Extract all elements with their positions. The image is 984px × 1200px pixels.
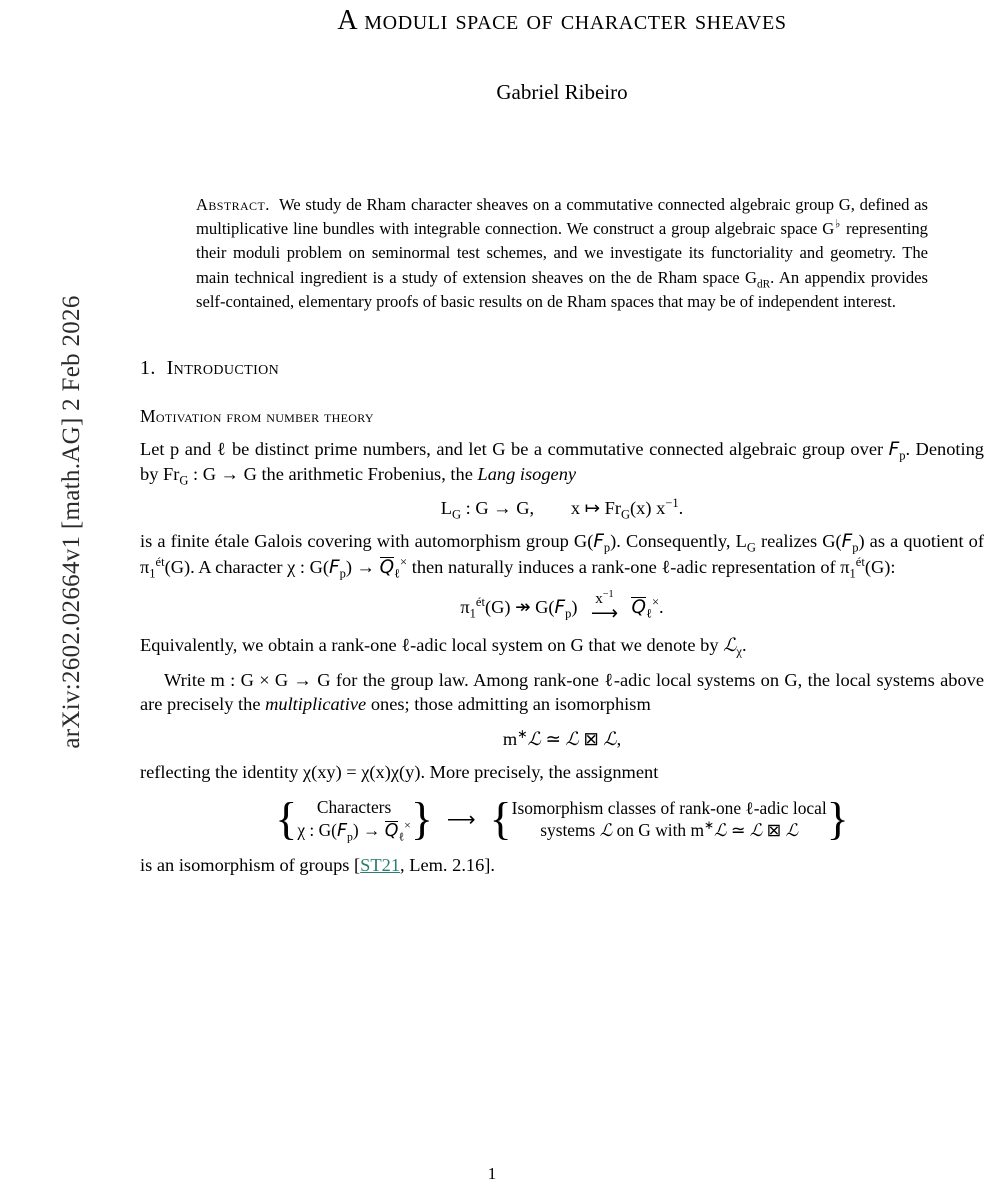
abstract-text: We study de Rham character sheaves on a commutative connected algebraic group G, defined as multiplicative line bundles with integrable connection. We construct a group algebraic space G♭ representing their moduli problem on seminormal test schemes, and we investigate its functoriality and geometry. The main technical ingredient is a study of extension sheaves on the de Rham space $G_{dR}$. An appendix provides self-contained, elementary proofs of basic results on de Rham spaces that may be of independent interest.	[196, 194, 928, 312]
local-systems-line-2: systems ℒ on G with m∗ℒ ≃ ℒ ⊠ ℒ	[540, 818, 799, 841]
section-heading	[140, 357, 984, 380]
equation-bijection	[140, 793, 984, 845]
equation-multiplicative: m∗ℒ ≃ ℒ ⊠ ℒ,	[502, 726, 622, 749]
characters-line-1: Characters	[316, 797, 392, 818]
paragraph-5: reflecting the identity χ(xy) = χ(x)χ(y). More precisely, the assignment	[140, 761, 659, 782]
subsection-heading: Motivation from number theory	[140, 405, 374, 426]
equation-representation: $\pi_1^{ét}(G)$ ↠ $G(F_p)$ $x^{-1}$ ⟶ $Q_\ell^\times$.	[460, 589, 664, 625]
left-brace-open: {	[275, 793, 298, 845]
characters-line-2: χ : $G(F_p) \to Q_\ell^\times$	[297, 818, 411, 844]
section-number: 1.	[140, 356, 156, 379]
right-brace-open: {	[489, 793, 512, 845]
paragraph-2: is a finite étale Galois covering with automorphism group $G(F_p)$. Consequently, $L_G$ realizes $G(F_p)$ as a quotient of $\pi_1^{ét}(G)$. A character χ : $G(F_p) \to Q_\ell^\times$ then naturally induces a rank-one ℓ-adic representation of $\pi_1^{ét}(G)$:	[140, 531, 984, 581]
local-systems-line-1: Isomorphism classes of rank-one ℓ-adic local	[511, 797, 827, 818]
characters-side	[297, 796, 410, 842]
paragraph-4: Write m : G × G → G for the group law. Among rank-one ℓ-adic local systems on G, the local systems above are precisely the multiplicative ones; those admitting an isomorphism	[140, 669, 984, 715]
author-name: Gabriel Ribeiro	[496, 79, 628, 104]
left-brace-close: }	[410, 793, 433, 845]
abstract-block	[196, 193, 928, 315]
paragraph-6	[140, 853, 984, 877]
local-systems-side	[512, 797, 827, 842]
citation-link-st21[interactable]: ST21	[360, 854, 401, 875]
paragraph-3: Equivalently, we obtain a rank-one ℓ-adic local system on G that we denote by ℒ$_\chi$.	[140, 635, 747, 660]
right-brace-close: }	[826, 793, 849, 845]
bijection-arrow: ⟶	[446, 808, 476, 831]
page-number: 1	[487, 1164, 497, 1183]
equation-lang-isogeny: $L_G$ : G → G, x ↦ $Fr_G(x)$ $x^{-1}$.	[440, 496, 684, 523]
paragraph-6-post: , Lem. 2.16].	[400, 854, 496, 875]
paper-content	[140, 0, 984, 877]
paragraph-6-pre: is an isomorphism of groups [	[140, 854, 361, 875]
arxiv-identifier-stamp: arXiv:2602.02664v1 [math.AG] 2 Feb 2026	[58, 295, 85, 749]
page-title: A moduli space of character sheaves	[337, 5, 787, 36]
paragraph-1: Let p and ℓ be distinct prime numbers, and let G be a commutative connected algebraic group over $F_p$. Denoting by $Fr_G$ : G → G the arithmetic Frobenius, the Lang isogeny	[140, 438, 984, 488]
labeled-arrow: $x^{-1}$ ⟶	[590, 589, 619, 625]
abstract-label: Abstract.	[196, 194, 270, 214]
section-title: Introduction	[166, 356, 280, 379]
